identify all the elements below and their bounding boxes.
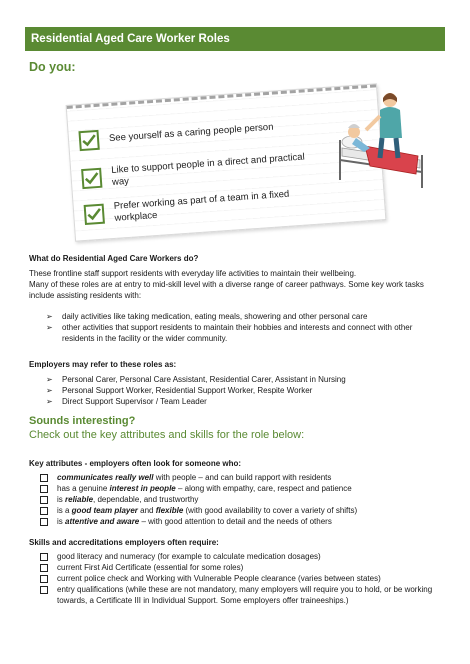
list-item-text: good literacy and numeracy (for example to calculate medication dosages) xyxy=(57,552,321,561)
skills-heading: Skills and accreditations employers often require: xyxy=(29,538,219,547)
task-list xyxy=(46,311,446,344)
checkbox-icon xyxy=(40,586,48,594)
list-item xyxy=(46,311,446,322)
list-item-text: daily activities like taking medication, eating meals, showering and other personal care xyxy=(62,312,368,321)
check-icon xyxy=(84,204,105,225)
arrow-bullet-icon: ➢ xyxy=(46,375,53,384)
check-icon xyxy=(81,168,102,189)
attributes-list xyxy=(40,472,450,527)
checkbox-icon xyxy=(40,496,48,504)
what-do-para-2: Many of these roles are at entry to mid-skill level with a diverse range of career pathways. Some key work tasks include assisting residents with: xyxy=(29,280,424,300)
list-item: communicates really well with people – and can build rapport with residents xyxy=(40,472,450,483)
roles-heading: Employers may refer to these roles as: xyxy=(29,360,177,369)
list-item: has a genuine interest in people – along with empathy, care, respect and patience xyxy=(40,483,450,494)
checklist-item xyxy=(83,184,364,227)
arrow-bullet-icon: ➢ xyxy=(46,323,53,332)
checkbox-icon xyxy=(40,474,48,482)
checkbox-icon xyxy=(40,485,48,493)
checklist-item-text: Like to support people in a direct and practical way xyxy=(110,151,306,188)
roles-list xyxy=(46,374,446,407)
checklist-item-text: See yourself as a caring people person xyxy=(108,121,274,145)
list-item: is attentive and aware – with good attention to detail and the needs of others xyxy=(40,516,450,527)
checkbox-icon xyxy=(40,507,48,515)
do-you-heading: Do you: xyxy=(29,60,76,74)
checklist-item-text: Prefer working as part of a team in a fixed workplace xyxy=(113,188,290,224)
checkbox-icon xyxy=(40,564,48,572)
list-item xyxy=(40,551,450,562)
list-item xyxy=(40,562,450,573)
checkbox-icon xyxy=(40,575,48,583)
arrow-bullet-icon: ➢ xyxy=(46,386,53,395)
list-item-text: current police check and Working with Vulnerable People clearance (varies between states) xyxy=(57,574,381,583)
list-item-text: entry qualifications (while these are not mandatory, many employers will require you to hold, or be working towards, a Certificate III in Individual Support. Some employers offer traineeships.) xyxy=(57,585,433,605)
list-item xyxy=(40,573,450,584)
list-item-text: other activities that support residents to maintain their hobbies and interests and connect with other residents in the facility or the wider community. xyxy=(62,323,413,343)
list-item xyxy=(46,322,446,344)
skills-list xyxy=(40,551,450,606)
list-item xyxy=(46,385,446,396)
checklist-item xyxy=(81,148,362,191)
attributes-heading: Key attributes - employers often look for someone who: xyxy=(29,459,242,468)
what-do-para-1: These frontline staff support residents with everyday life activities to maintain their wellbeing. xyxy=(29,269,357,278)
checkbox-icon xyxy=(40,518,48,526)
list-item-text: current First Aid Certificate (essential for some roles) xyxy=(57,563,244,572)
list-item-text: Direct Support Supervisor / Team Leader xyxy=(62,397,207,406)
list-item-text: Personal Support Worker, Residential Support Worker, Respite Worker xyxy=(62,386,313,395)
section-banner: Residential Aged Care Worker Roles xyxy=(25,27,445,51)
list-item: is a good team player and flexible (with good availability to cover a variety of shifts) xyxy=(40,505,450,516)
list-item xyxy=(46,396,446,407)
sounds-subheading: Check out the key attributes and skills for the role below: xyxy=(29,429,305,441)
what-do-heading: What do Residential Aged Care Workers do? xyxy=(29,254,199,263)
check-icon xyxy=(78,130,99,151)
arrow-bullet-icon: ➢ xyxy=(46,312,53,321)
sounds-heading: Sounds interesting? xyxy=(29,415,136,427)
checklist-item xyxy=(78,112,359,151)
list-item: is reliable, dependable, and trustworthy xyxy=(40,494,450,505)
checklist-card-area xyxy=(40,78,430,238)
carer-illustration-icon xyxy=(330,80,430,190)
arrow-bullet-icon: ➢ xyxy=(46,397,53,406)
list-item-text: Personal Carer, Personal Care Assistant, Residential Carer, Assistant in Nursing xyxy=(62,375,346,384)
checkbox-icon xyxy=(40,553,48,561)
list-item xyxy=(46,374,446,385)
list-item xyxy=(40,584,450,606)
